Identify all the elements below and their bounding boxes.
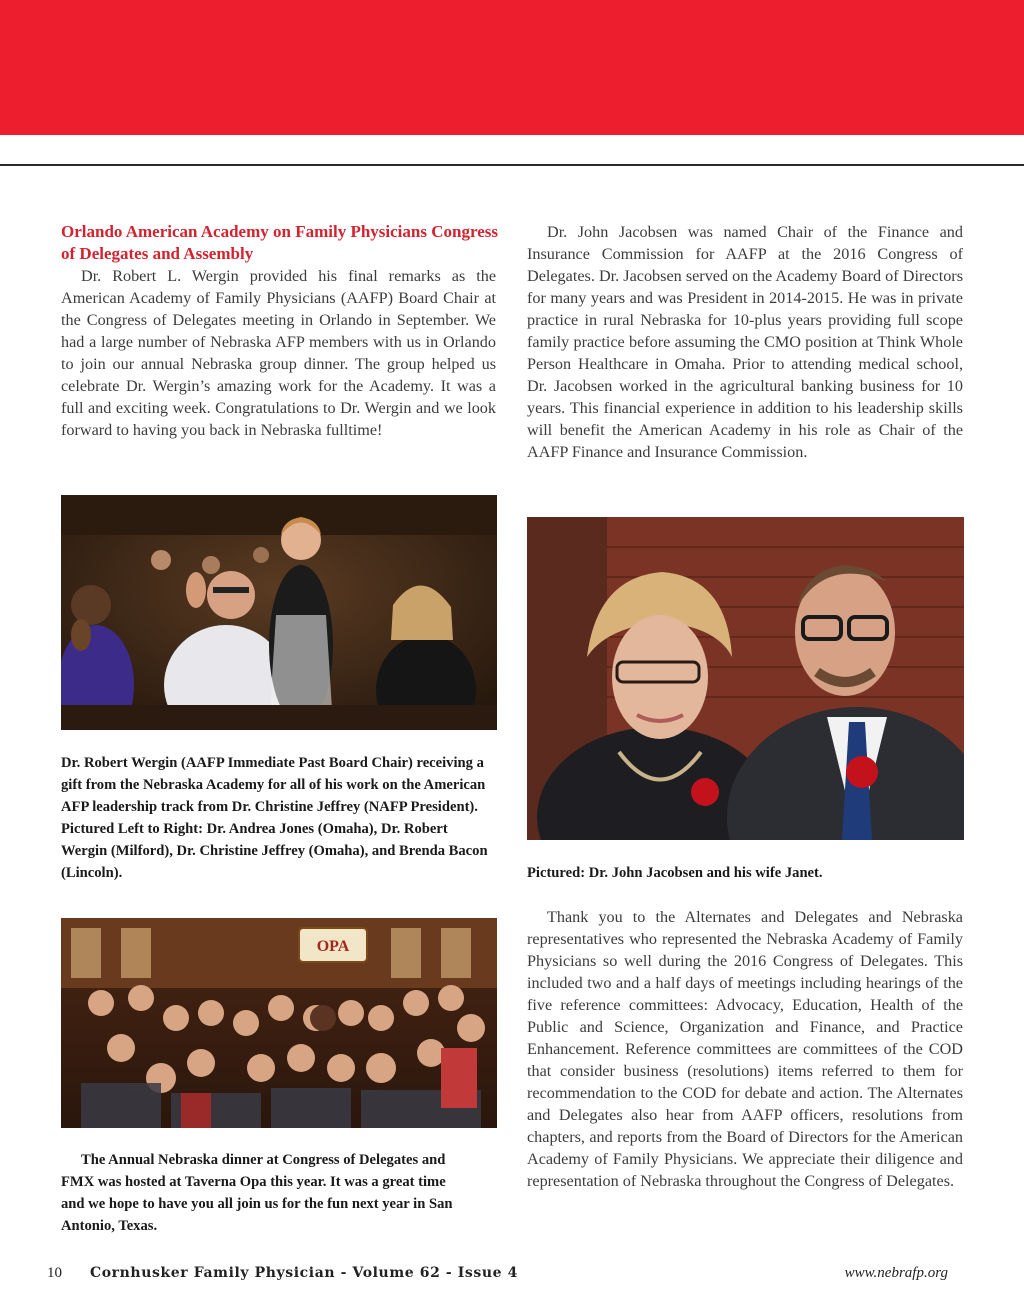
article-body-jacobsen: Dr. John Jacobsen was named Chair of the Finance and Insurance Commission for AAFP at the 2016 Congress of Delegates. Dr. Jacobsen served on the Academy Board of Directors for many years and was President in 2014-2015. He was in private practice in rural Nebraska for 10-plus years providing full scope family practice before assuming the CMO position at Think Whole Person Healthcare in Omaha. Prior to attending medical school, Dr. Jacobsen worked in the agricultural banking business for 10 years. This financial experience in addition to his leadership skills will benefit the American Academy in his role as Chair of the AAFP Finance and Insurance Commission. (527, 223, 963, 461)
photo-annual-dinner (61, 918, 497, 1128)
photo-dinner-graphic (61, 918, 497, 1128)
page-number: 10 (47, 1265, 62, 1281)
caption-jacobsen: Pictured: Dr. John Jacobsen and his wife Janet. (527, 865, 823, 881)
header-banner (0, 0, 1024, 135)
article-heading: Orlando American Academy on Family Physicians Congress of Delegates and Assembly (61, 222, 498, 263)
publication-title: Cornhusker Family Physician - Volume 62 - Issue 4 (90, 1265, 518, 1281)
photo-jacobsen (527, 517, 964, 840)
opa-sign-text: OPA (316, 938, 350, 955)
photo-wergin-gift (61, 495, 497, 730)
caption-dinner: The Annual Nebraska dinner at Congress of Delegates and FMX was hosted at Taverna Opa this year. It was a great time and we hope to have you all join us for the fun next year in San Antonio, Texas. (61, 1152, 453, 1234)
article-body-thanks: Thank you to the Alternates and Delegates and Nebraska representatives who represented the Nebraska Academy of Family Physicians so well during the 2016 Congress of Delegates. This included two and a half days of meetings including hearings of the five reference committees: Advocacy, Education, Health of the Public and Science, Organization and Finance, and Practice Enhancement. Reference committees are committees of the COD that consider business (resolutions) items referred to them for recommendation to the COD for debate and action. The Alternates and Delegates also hear from AAFP officers, resolutions from chapters, and reports from the Board of Directors for the American Academy of Family Physicians. We appreciate their diligence and representation of Nebraska throughout the Congress of Delegates. (527, 908, 963, 1190)
header-rule (0, 164, 1024, 166)
article-body-wergin: Dr. Robert L. Wergin provided his final remarks as the American Academy of Family Physicians (AAFP) Board Chair at the Congress of Delegates meeting in Orlando in September. We had a large number of Nebraska AFP members with us in Orlando to join our annual Nebraska group dinner. The group helped us celebrate Dr. Wergin’s amazing work for the Academy. It was a full and exciting week. Congratulations to Dr. Wergin and we look forward to having you back in Nebraska fulltime! (61, 267, 496, 439)
photo-wergin-graphic (61, 495, 497, 730)
website-url: www.nebrafp.org (844, 1265, 948, 1281)
caption-wergin: Dr. Robert Wergin (AAFP Immediate Past Board Chair) receiving a gift from the Nebraska Academy for all of his work on the American AFP leadership track from Dr. Christine Jeffrey (NAFP President). Pictured Left to Right: Dr. Andrea Jones (Omaha), Dr. Robert Wergin (Milford), Dr. Christine Jeffrey (Omaha), and Brenda Bacon (Lincoln). (61, 755, 488, 881)
photo-jacobsen-graphic (527, 517, 964, 840)
